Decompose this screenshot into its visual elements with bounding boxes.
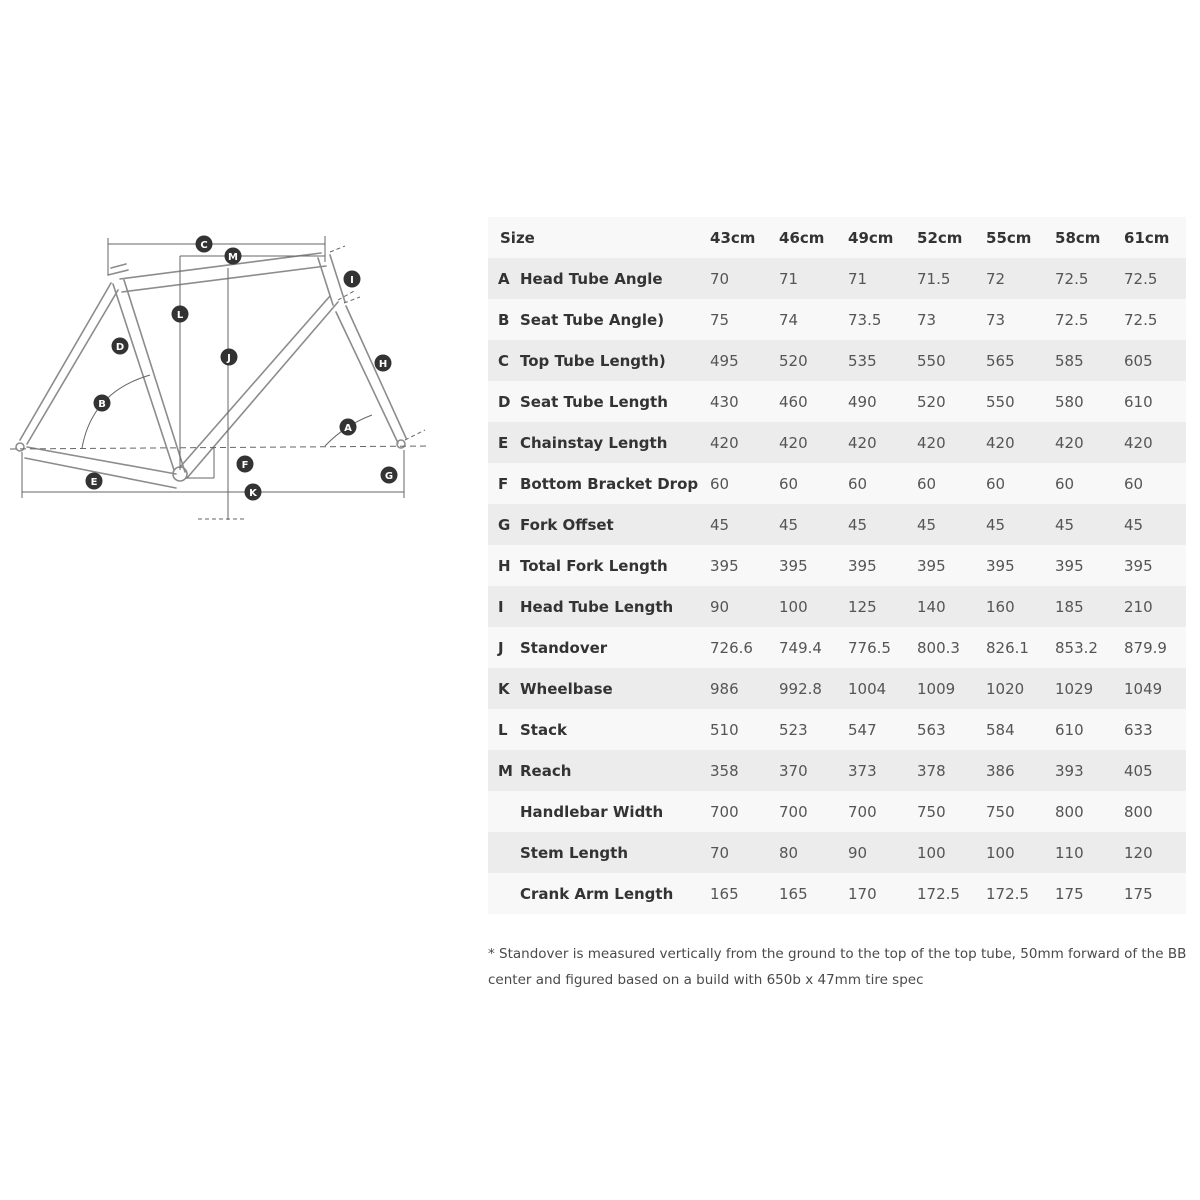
table-cell: 395 xyxy=(1055,556,1084,575)
table-row xyxy=(488,381,1186,422)
table-cell: 700 xyxy=(710,802,739,821)
svg-text:D: D xyxy=(115,342,125,353)
table-cell: 1004 xyxy=(848,679,887,698)
marker-l xyxy=(172,306,189,323)
svg-text:L: L xyxy=(176,310,184,321)
row-letter: M xyxy=(498,761,513,780)
row-label: Bottom Bracket Drop xyxy=(520,474,699,493)
table-cell: 358 xyxy=(710,761,739,780)
table-cell: 73 xyxy=(986,310,1006,329)
table-cell: 172.5 xyxy=(917,884,960,903)
table-cell: 140 xyxy=(917,597,946,616)
table-cell: 420 xyxy=(710,433,739,452)
marker-k xyxy=(245,484,262,501)
row-label: Seat Tube Angle) xyxy=(520,310,665,329)
row-letter: G xyxy=(498,515,511,534)
table-cell: 395 xyxy=(1124,556,1153,575)
row-letter: I xyxy=(498,597,504,616)
table-cell: 72.5 xyxy=(1055,310,1089,329)
table-cell: 100 xyxy=(917,843,946,862)
table-cell: 523 xyxy=(779,720,808,739)
table-cell: 71 xyxy=(779,269,799,288)
table-cell: 750 xyxy=(986,802,1015,821)
marker-d xyxy=(112,338,129,355)
table-cell: 460 xyxy=(779,392,808,411)
row-letter: J xyxy=(498,638,504,657)
table-cell: 45 xyxy=(917,515,937,534)
table-cell: 430 xyxy=(710,392,739,411)
table-cell: 45 xyxy=(848,515,868,534)
frame-geometry-diagram xyxy=(0,0,460,560)
table-cell: 1009 xyxy=(917,679,956,698)
table-cell: 420 xyxy=(917,433,946,452)
marker-i xyxy=(344,271,361,288)
table-cell: 75 xyxy=(710,310,730,329)
table-cell: 73.5 xyxy=(848,310,882,329)
size-column-header: 49cm xyxy=(848,228,894,247)
table-cell: 72.5 xyxy=(1055,269,1089,288)
svg-text:B: B xyxy=(98,399,106,410)
table-cell: 547 xyxy=(848,720,877,739)
table-row xyxy=(488,586,1186,627)
table-cell: 60 xyxy=(779,474,799,493)
table-row xyxy=(488,258,1186,299)
table-cell: 210 xyxy=(1124,597,1153,616)
size-column-header: 52cm xyxy=(917,228,963,247)
marker-j xyxy=(221,349,238,366)
size-column-header: 43cm xyxy=(710,228,756,247)
row-letter xyxy=(488,873,520,914)
svg-text:K: K xyxy=(249,488,257,499)
row-label: Stem Length xyxy=(520,843,628,862)
table-row xyxy=(488,750,1186,791)
row-letter: K xyxy=(498,679,510,698)
table-cell: 45 xyxy=(1055,515,1075,534)
table-row xyxy=(488,545,1186,586)
row-label: Chainstay Length xyxy=(520,433,668,452)
row-letter: D xyxy=(498,392,511,411)
table-cell: 165 xyxy=(710,884,739,903)
table-cell: 71 xyxy=(848,269,868,288)
table-cell: 100 xyxy=(986,843,1015,862)
marker-m xyxy=(225,248,242,265)
row-label: Reach xyxy=(520,761,572,780)
table-cell: 520 xyxy=(779,351,808,370)
table-cell: 373 xyxy=(848,761,877,780)
row-letter: E xyxy=(498,433,509,452)
row-letter: F xyxy=(498,474,509,493)
table-cell: 60 xyxy=(1055,474,1075,493)
table-cell: 60 xyxy=(917,474,937,493)
table-cell: 726.6 xyxy=(710,638,753,657)
table-cell: 800.3 xyxy=(917,638,960,657)
table-cell: 550 xyxy=(986,392,1015,411)
table-cell: 750 xyxy=(917,802,946,821)
table-cell: 60 xyxy=(1124,474,1144,493)
svg-text:E: E xyxy=(90,477,98,488)
table-row xyxy=(488,422,1186,463)
table-row xyxy=(488,832,1186,873)
table-cell: 395 xyxy=(710,556,739,575)
table-cell: 172.5 xyxy=(986,884,1029,903)
table-cell: 420 xyxy=(986,433,1015,452)
table-cell: 386 xyxy=(986,761,1015,780)
table-cell: 585 xyxy=(1055,351,1084,370)
row-label: Total Fork Length xyxy=(520,556,668,575)
table-cell: 826.1 xyxy=(986,638,1029,657)
table-cell: 45 xyxy=(1124,515,1144,534)
table-cell: 584 xyxy=(986,720,1015,739)
table-cell: 800 xyxy=(1124,802,1153,821)
table-cell: 800 xyxy=(1055,802,1084,821)
row-label: Stack xyxy=(520,720,567,739)
size-column-header: 61cm xyxy=(1124,228,1170,247)
table-cell: 520 xyxy=(917,392,946,411)
table-cell: 175 xyxy=(1055,884,1084,903)
table-cell: 992.8 xyxy=(779,679,822,698)
table-row xyxy=(488,668,1186,709)
row-label: Standover xyxy=(520,638,608,657)
table-cell: 90 xyxy=(710,597,730,616)
table-cell: 420 xyxy=(779,433,808,452)
table-cell: 610 xyxy=(1124,392,1153,411)
row-letter: H xyxy=(498,556,511,575)
table-cell: 395 xyxy=(986,556,1015,575)
table-row xyxy=(488,791,1186,832)
size-column-header: 58cm xyxy=(1055,228,1101,247)
table-cell: 45 xyxy=(986,515,1006,534)
row-label: Head Tube Angle xyxy=(520,269,663,288)
row-label: Crank Arm Length xyxy=(520,884,674,903)
table-row xyxy=(488,504,1186,545)
table-cell: 563 xyxy=(917,720,946,739)
table-cell: 610 xyxy=(1055,720,1084,739)
row-label: Seat Tube Length xyxy=(520,392,668,411)
table-cell: 495 xyxy=(710,351,739,370)
table-cell: 72 xyxy=(986,269,1006,288)
table-cell: 378 xyxy=(917,761,946,780)
table-cell: 70 xyxy=(710,269,730,288)
marker-e xyxy=(86,473,103,490)
table-cell: 110 xyxy=(1055,843,1084,862)
marker-h xyxy=(375,355,392,372)
table-cell: 70 xyxy=(710,843,730,862)
row-letter: C xyxy=(498,351,510,370)
table-cell: 420 xyxy=(1124,433,1153,452)
table-row xyxy=(488,873,1186,914)
table-cell: 165 xyxy=(779,884,808,903)
row-label: Head Tube Length xyxy=(520,597,674,616)
table-cell: 420 xyxy=(1055,433,1084,452)
table-cell: 1029 xyxy=(1055,679,1094,698)
marker-a xyxy=(340,419,357,436)
table-cell: 420 xyxy=(848,433,877,452)
marker-b xyxy=(94,395,111,412)
table-cell: 125 xyxy=(848,597,877,616)
svg-text:C: C xyxy=(200,240,208,251)
row-label: Wheelbase xyxy=(520,679,613,698)
table-cell: 986 xyxy=(710,679,739,698)
row-letter: L xyxy=(498,720,508,739)
table-cell: 749.4 xyxy=(779,638,822,657)
geometry-table xyxy=(488,217,1186,914)
table-cell: 395 xyxy=(917,556,946,575)
table-row xyxy=(488,340,1186,381)
marker-g xyxy=(381,467,398,484)
table-cell: 1049 xyxy=(1124,679,1163,698)
table-cell: 73 xyxy=(917,310,937,329)
table-cell: 490 xyxy=(848,392,877,411)
size-column-header: 55cm xyxy=(986,228,1032,247)
table-cell: 60 xyxy=(986,474,1006,493)
table-header-row xyxy=(488,217,1186,258)
table-row xyxy=(488,463,1186,504)
table-cell: 535 xyxy=(848,351,877,370)
svg-text:G: G xyxy=(384,471,394,482)
table-cell: 72.5 xyxy=(1124,269,1158,288)
table-cell: 853.2 xyxy=(1055,638,1098,657)
row-letter xyxy=(488,791,520,832)
row-label: Fork Offset xyxy=(520,515,614,534)
svg-text:I: I xyxy=(350,275,354,286)
table-cell: 700 xyxy=(848,802,877,821)
geometry-table-body xyxy=(488,258,1186,914)
table-cell: 1020 xyxy=(986,679,1025,698)
table-cell: 370 xyxy=(779,761,808,780)
row-label: Handlebar Width xyxy=(520,802,664,821)
table-cell: 90 xyxy=(848,843,868,862)
svg-text:H: H xyxy=(378,359,388,370)
table-row xyxy=(488,627,1186,668)
table-cell: 550 xyxy=(917,351,946,370)
table-cell: 45 xyxy=(710,515,730,534)
svg-text:F: F xyxy=(241,460,249,471)
table-cell: 74 xyxy=(779,310,799,329)
table-cell: 776.5 xyxy=(848,638,891,657)
table-cell: 100 xyxy=(779,597,808,616)
table-cell: 565 xyxy=(986,351,1015,370)
table-cell: 633 xyxy=(1124,720,1153,739)
row-label: Top Tube Length) xyxy=(520,351,666,370)
table-cell: 60 xyxy=(848,474,868,493)
size-header: Size xyxy=(500,228,535,247)
table-cell: 170 xyxy=(848,884,877,903)
marker-c xyxy=(196,236,213,253)
table-cell: 72.5 xyxy=(1124,310,1158,329)
table-cell: 605 xyxy=(1124,351,1153,370)
table-cell: 160 xyxy=(986,597,1015,616)
table-cell: 700 xyxy=(779,802,808,821)
table-cell: 393 xyxy=(1055,761,1084,780)
table-cell: 395 xyxy=(779,556,808,575)
table-cell: 60 xyxy=(710,474,730,493)
table-row xyxy=(488,709,1186,750)
table-cell: 120 xyxy=(1124,843,1153,862)
svg-text:M: M xyxy=(228,252,238,263)
size-column-header: 46cm xyxy=(779,228,825,247)
table-cell: 175 xyxy=(1124,884,1153,903)
frame-outline xyxy=(16,253,406,488)
table-cell: 580 xyxy=(1055,392,1084,411)
table-cell: 510 xyxy=(710,720,739,739)
table-cell: 45 xyxy=(779,515,799,534)
svg-text:J: J xyxy=(227,353,231,364)
table-cell: 80 xyxy=(779,843,799,862)
marker-f xyxy=(237,456,254,473)
table-cell: 405 xyxy=(1124,761,1153,780)
table-cell: 71.5 xyxy=(917,269,951,288)
standover-footnote: * Standover is measured vertically from the ground to the top of the top tube, 50mm forward of the BB center and figured based on a build with 650b x 47mm tire spec xyxy=(488,946,1187,988)
table-cell: 395 xyxy=(848,556,877,575)
table-cell: 185 xyxy=(1055,597,1084,616)
dimension-markers xyxy=(86,236,398,501)
row-letter xyxy=(488,832,520,873)
table-cell: 879.9 xyxy=(1124,638,1167,657)
svg-text:A: A xyxy=(344,423,352,434)
row-letter: A xyxy=(498,269,510,288)
row-letter: B xyxy=(498,310,510,329)
table-row xyxy=(488,299,1186,340)
